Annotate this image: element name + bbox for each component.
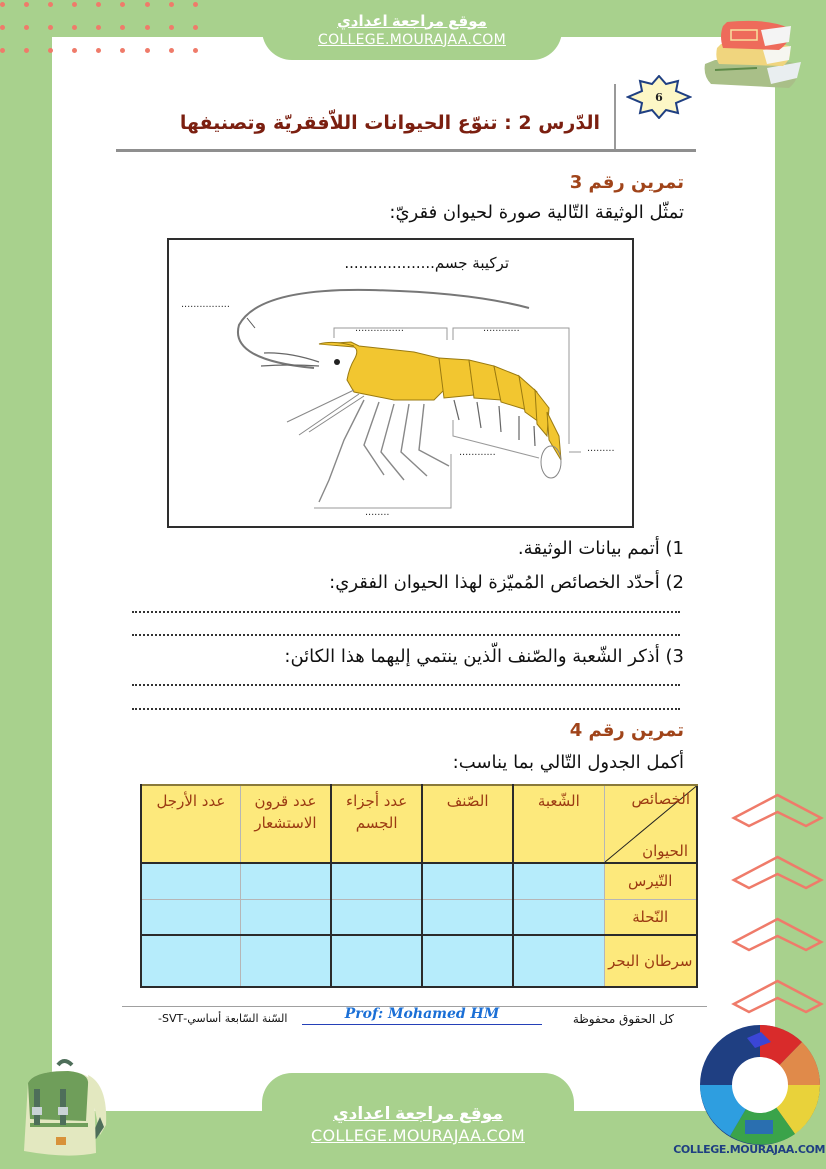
table-cell-input[interactable] <box>240 899 331 935</box>
table-row <box>141 899 697 935</box>
table-cell-input[interactable] <box>422 863 513 899</box>
table-cell-input[interactable] <box>141 899 240 935</box>
table-row <box>141 935 697 987</box>
table-header-row <box>141 785 697 863</box>
column-header-antennae: عدد قرون الاستشعار <box>240 785 331 863</box>
exercise-4-intro: أكمل الجدول التّالي بما يناسب: <box>452 752 684 773</box>
answer-line[interactable] <box>132 634 680 636</box>
question-1: 1) أتمم بيانات الوثيقة. <box>517 538 684 559</box>
column-header-class: الصّنف <box>422 785 513 863</box>
table-cell-input[interactable] <box>513 863 604 899</box>
column-header-legs: عدد الأرجل <box>141 785 240 863</box>
table-cell-input[interactable] <box>331 935 422 987</box>
shrimp-diagram <box>167 238 634 528</box>
shrimp-illustration <box>169 240 632 526</box>
exercise-3-title: تمرين رقم 3 <box>569 172 684 193</box>
corner-label-properties: الخصائص <box>631 790 690 808</box>
label-blank-legs[interactable]: ........ <box>365 506 390 518</box>
column-header-phylum: الشّعبة <box>513 785 604 863</box>
table-cell-input[interactable] <box>240 935 331 987</box>
table-row <box>141 863 697 899</box>
label-blank-pleopods[interactable]: ............ <box>459 446 496 458</box>
site-banner-top[interactable] <box>262 0 562 60</box>
table-cell-input[interactable] <box>331 863 422 899</box>
header-divider-vertical <box>614 84 616 152</box>
figure-title: تركيبة جسم................... <box>344 254 509 272</box>
grade-level: السّنة السّابعة أساسي-SVT- <box>158 1012 288 1025</box>
question-2: 2) أحدّد الخصائص المُميّزة لهذا الحيوان الفقري: <box>329 572 684 593</box>
page-number: 6 <box>655 90 663 104</box>
table-corner-cell <box>604 785 697 863</box>
answer-line[interactable] <box>132 611 680 613</box>
site-banner-bottom[interactable] <box>262 1073 574 1169</box>
figure-title-blank[interactable]: ................... <box>344 254 435 272</box>
label-blank-cephalothorax[interactable]: ................ <box>355 322 404 334</box>
row-animal-crab: سرطان البحر <box>604 935 697 987</box>
classification-table <box>140 784 698 988</box>
table-cell-input[interactable] <box>422 935 513 987</box>
copyright-text: كل الحقوق محفوظة <box>572 1012 674 1026</box>
table-cell-input[interactable] <box>513 899 604 935</box>
logo-caption[interactable]: COLLEGE.MOURAJAA.COM <box>673 1143 825 1156</box>
lesson-title: الدّرس 2 : تنوّع الحيوانات اللاّفقريّة وتصنيفها <box>179 112 600 134</box>
decorative-dots <box>0 0 200 55</box>
table-cell-input[interactable] <box>141 863 240 899</box>
table-cell-input[interactable] <box>422 899 513 935</box>
row-animal-tick: التّيرس <box>604 863 697 899</box>
column-header-body-parts: عدد أجزاء الجسم <box>331 785 422 863</box>
label-blank-antenna[interactable]: ................ <box>181 298 230 310</box>
site-url[interactable]: COLLEGE.MOURAJAA.COM <box>311 1126 525 1145</box>
label-blank-abdomen[interactable]: ............ <box>483 322 520 334</box>
author-name: Prof: Mohamed HM <box>302 1006 542 1025</box>
table-cell-input[interactable] <box>331 899 422 935</box>
table-cell-input[interactable] <box>513 935 604 987</box>
header-divider <box>116 149 696 152</box>
site-name-arabic[interactable]: موقع مراجعة اعدادي <box>337 12 487 30</box>
question-3: 3) أذكر الشّعبة والصّنف الّذين ينتمي إليهما هذا الكائن: <box>284 646 684 667</box>
answer-line[interactable] <box>132 708 680 710</box>
answer-line[interactable] <box>132 684 680 686</box>
frame-left <box>0 0 52 1169</box>
subjects-wheel-logo <box>695 1020 825 1150</box>
chevron-decoration-icon <box>730 790 826 1040</box>
backpack-icon <box>8 1055 118 1165</box>
exercise-4-title: تمرين رقم 4 <box>569 720 684 741</box>
table-cell-input[interactable] <box>240 863 331 899</box>
label-blank-tail[interactable]: ......... <box>587 442 615 454</box>
site-url[interactable]: COLLEGE.MOURAJAA.COM <box>318 31 506 48</box>
site-name-arabic[interactable]: موقع مراجعة اعدادي <box>333 1104 503 1123</box>
exercise-3-intro: تمثّل الوثيقة التّالية صورة لحيوان فقريّ: <box>389 202 684 223</box>
row-animal-bee: النّحلة <box>604 899 697 935</box>
books-icon <box>697 12 807 92</box>
corner-label-animal: الحيوان <box>642 842 688 860</box>
table-cell-input[interactable] <box>141 935 240 987</box>
